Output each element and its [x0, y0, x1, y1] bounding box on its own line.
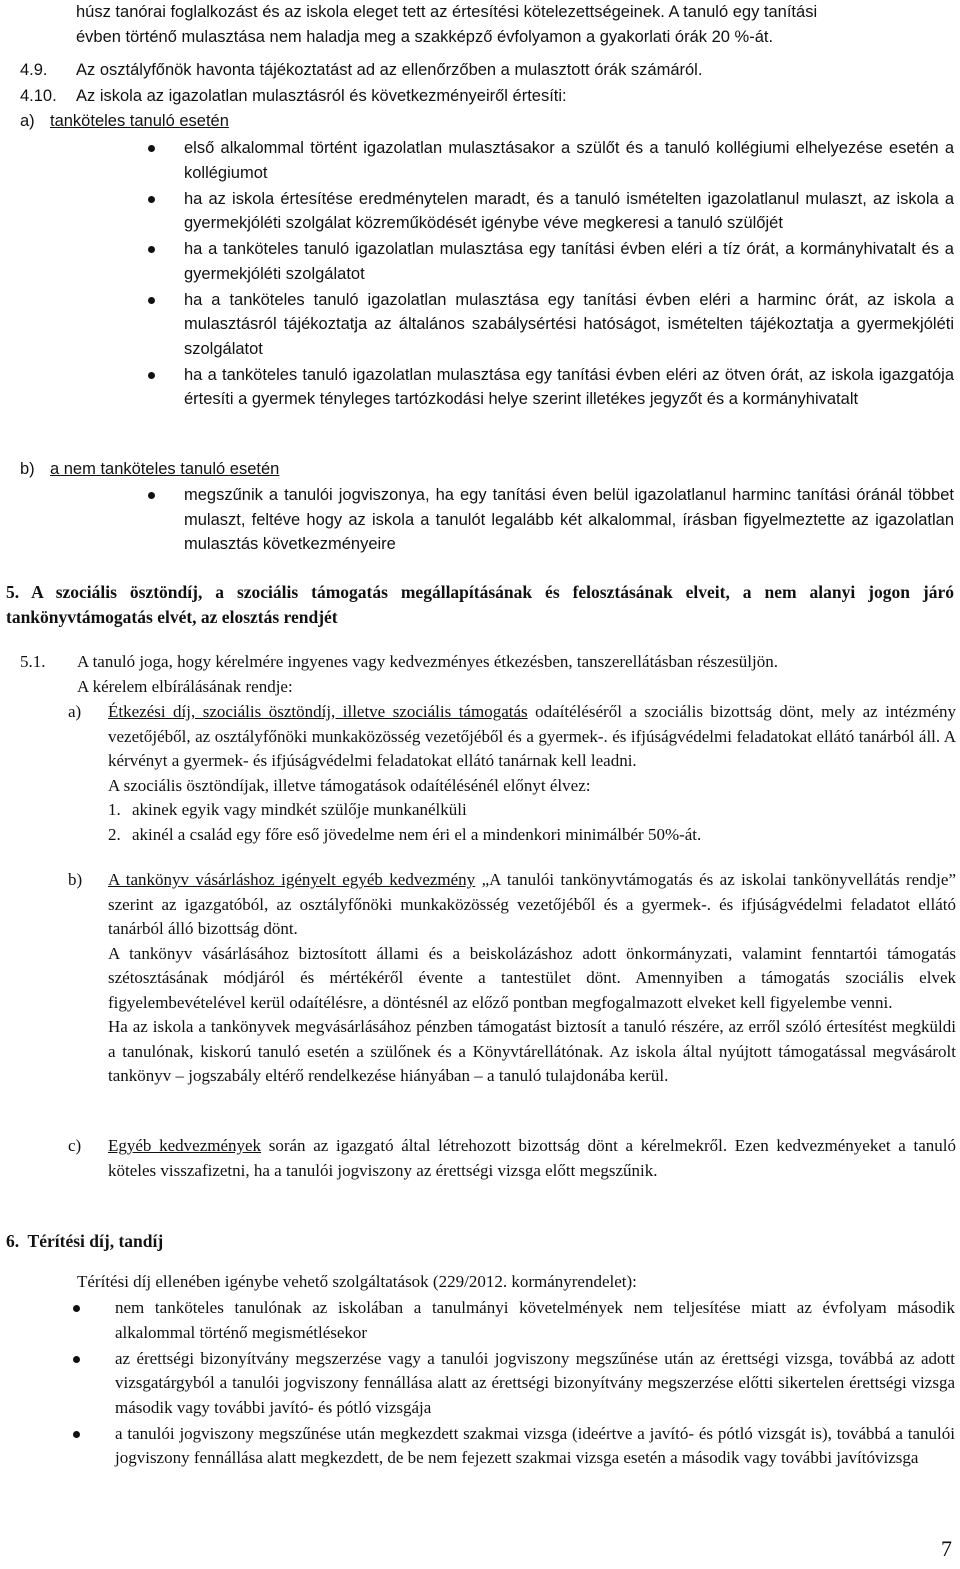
list-item: [115, 1296, 955, 1345]
item-5-1-c: [68, 1134, 956, 1183]
list-item-text: az érettségi bizonyítvány megszerzése vagy a tanulói jogviszony megszűnése után az érettségi vizsga, továbbá az adott vizsgatárgyból a tanulói jogviszony fennállása alatt az érettségi bizonyítvány megszerzése előtti sikertelen érettségi vizsga második vagy további javító- és pótló vizsgája: [115, 1348, 955, 1417]
item-paragraph-2: A tankönyv vásárlásához biztosított állami és a beiskolázáshoz adott önkormányzati, valamint fenntartói támogatás szétosztásának módjáról és mértékéről évente a tantestület dönt. Amennyiben a támogatás szociális elvek figyelembevételével kerül odaítélésre, a döntésnél az előző pontban megfogalmazott elveket kell figyelembe venni.: [108, 943, 956, 1012]
paragraph-text: Az osztályfőnök havonta tájékoztatást ad az ellenőrzőben a mulasztott órák számáról.: [76, 61, 703, 79]
item-5-1-a: [68, 700, 956, 847]
bullet-icon: [73, 1431, 80, 1438]
continuation-text: [76, 0, 956, 49]
preference-list: [108, 798, 956, 847]
page-number: 7: [941, 1536, 952, 1561]
list-item-text: ha a tanköteles tanuló igazolatlan mulasztása egy tanítási évben eléri a harminc órát, az iskola a mulasztásról tájékoztatja az általános szabálysértési hatóságot, ismételten tájékoztatja a gyermekjóléti szolgálatot: [184, 290, 954, 358]
preference-number: 1.: [108, 800, 121, 819]
paragraph-5-1-line-2: A kérelem elbírálásának rendje:: [77, 677, 293, 696]
paragraph-5-1: [20, 650, 956, 675]
paragraph-number: 4.10.: [20, 87, 57, 105]
subheading-a: [20, 109, 956, 134]
list-item: [184, 187, 954, 236]
section-6-heading: 6. Térítési díj, tandíj: [6, 1231, 164, 1251]
list-a-items: [184, 136, 954, 413]
list-item: [184, 363, 954, 412]
bullet-icon: [73, 1356, 80, 1363]
list-label: b): [68, 870, 83, 889]
list-item-text: első alkalommal történt igazolatlan mulasztásakor a szülőt és a tanuló kollégiumi elhelyezése esetén a kollégiumot: [184, 139, 954, 182]
preference-item: [108, 798, 956, 823]
item-body: [108, 868, 956, 1089]
paragraph-number: 4.9.: [20, 61, 48, 79]
paragraph-number: 5.1.: [20, 652, 46, 671]
preference-item: [108, 823, 956, 848]
list-label: b): [20, 460, 35, 478]
bullet-icon: [148, 145, 155, 152]
item-body: [108, 1134, 956, 1183]
underlined-term: A tankönyv vásárláshoz igényelt egyéb kedvezmény: [108, 870, 476, 889]
subheading-text: tanköteles tanuló esetén: [50, 112, 229, 130]
preference-text: akinek egyik vagy mindkét szülője munkanélküli: [132, 800, 467, 819]
item-body: [108, 700, 956, 847]
item-text: során az igazgató által létrehozott bizottság dönt a kérelmekről. Ezen kedvezményeket a tanuló köteles visszafizetni, ha a tanulói jogviszony az érettségi vizsga előtt megszűnik.: [108, 1136, 956, 1180]
underlined-term: Étkezési díj, szociális ösztöndíj, illetve szociális támogatás: [108, 702, 528, 721]
list-item: [115, 1422, 955, 1471]
list-item-text: megszűnik a tanulói jogviszonya, ha egy tanítási éven belül igazolatlanul harminc tanítási óránál többet mulaszt, feltéve hogy az iskola a tanulót legalább két alkalommal, írásban figyelmeztette az igazolatlan mulasztás következményeire: [184, 486, 954, 553]
item-text: „A tanulói tankönyvtámogatás és az iskolai tankönyvellátás rendje” szerint az igazgatóból, az osztályfőnöki munkaközösség vezetőjéből és a gyermek-. és ifjúságvédelmi feladatot ellátó tanárból álló bizottság dönt.: [108, 870, 956, 938]
list-label: a): [68, 702, 82, 721]
list-label: c): [68, 1136, 82, 1155]
list-b-items: [184, 483, 954, 558]
list-item-text: ha a tanköteles tanuló igazolatlan mulasztása egy tanítási évben eléri a tíz órát, a kormányhivatalt és a gyermekjóléti szolgálatot: [184, 240, 954, 283]
list-item: [184, 483, 954, 557]
bullet-icon: [148, 372, 155, 379]
bullet-icon: [148, 492, 155, 499]
subheading-b: [20, 457, 956, 482]
list-item-text: ha a tanköteles tanuló igazolatlan mulasztása egy tanítási évben eléri az ötven órát, az iskola igazgatója értesíti a gyermek tényleges tartózkodási helye szerint illetékes jegyzőt és a kormányhivatalt: [184, 365, 954, 408]
preference-number: 2.: [108, 824, 121, 844]
underlined-term: Egyéb kedvezmények: [108, 1136, 262, 1155]
bullet-icon: [148, 246, 155, 253]
bullet-icon: [73, 1305, 80, 1312]
list-label: a): [20, 112, 35, 130]
item-5-1-b: [68, 868, 956, 1089]
list-item: [184, 237, 954, 286]
list-item-text: nem tanköteles tanulónak az iskolában a tanulmányi követelmények nem teljesítése miatt az évfolyam második alkalommal történő megismétlésekor: [115, 1298, 955, 1342]
continuation-line-1: húsz tanórai foglalkozást és az iskola eleget tett az értesítési kötelezettségeinek. A tanuló egy tanítási: [76, 3, 818, 21]
section-6-intro: Térítési díj ellenében igénybe vehető szolgáltatások (229/2012. kormányrendelet):: [77, 1272, 637, 1291]
section-5-heading: 5. A szociális ösztöndíj, a szociális támogatás megállapításának és felosztásának elveit, a nem alanyi jogon járó tankönyvtámogatás elvét, az elosztás rendjét: [6, 582, 954, 627]
list-item: [184, 136, 954, 185]
paragraph-text: A tanuló joga, hogy kérelmére ingyenes vagy kedvezményes étkezésben, tanszerellátásban részesüljön.: [77, 652, 778, 671]
preference-text: akinél a család egy főre eső jövedelme nem éri el a mindenkori minimálbér 50%-át.: [132, 824, 702, 844]
paragraph-4-9: [20, 58, 956, 83]
list-item-text: ha az iskola értesítése eredménytelen maradt, és a tanuló ismételten igazolatlanul mulaszt, az iskola a gyermekjóléti szolgálat közreműködését igénybe véve megkeresi a tanuló szülőjét: [184, 189, 954, 232]
preference-intro: A szociális ösztöndíjak, illetve támogatások odaítélésénél előnyt élvez:: [108, 775, 591, 795]
continuation-line-2: évben történő mulasztása nem haladja meg a szakképző évfolyamon a gyakorlati órák 20 %-át.: [76, 27, 774, 46]
list-item: [184, 288, 954, 362]
list-item: [115, 1347, 955, 1421]
item-text: odaítéléséről a szociális bizottság dönt, mely az intézmény vezetőjéből, az osztályfőnöki munkaközösség vezetőjéből és a gyermek-. és ifjúságvédelmi feladatokat ellátó tanárból áll. A kérvényt a gyermek- és ifjúságvédelmi feladatokat ellátó tanárnak kell leadni.: [108, 702, 957, 770]
list-item-text: a tanulói jogviszony megszűnése után megkezdett szakmai vizsga (ideértve a javító- és pótló vizsgát is), továbbá a tanulói jogviszony fennállása alatt megkezdett, de be nem fejezett szakmai vizsga esetén a második vagy további javítóvizsga: [115, 1423, 955, 1467]
section-6-list: [115, 1296, 955, 1472]
subheading-text: a nem tanköteles tanuló esetén: [50, 460, 280, 478]
bullet-icon: [148, 297, 155, 304]
bullet-icon: [148, 196, 155, 203]
item-paragraph-3: Ha az iskola a tankönyvek megvásárlásához pénzben támogatást biztosít a tanuló részére, az erről szóló értesítést megküldi a tanulónak, kiskorú tanuló esetén a szülőnek és a Könyvtárellátónak. Az iskola által nyújtott támogatással megvásárolt tankönyv – jogszabály eltérő rendelkezése hiányában – a tanuló tulajdonába kerül.: [108, 1017, 956, 1085]
paragraph-text: Az iskola az igazolatlan mulasztásról és következményeiről értesíti:: [76, 87, 567, 105]
paragraph-4-10: [20, 84, 956, 109]
